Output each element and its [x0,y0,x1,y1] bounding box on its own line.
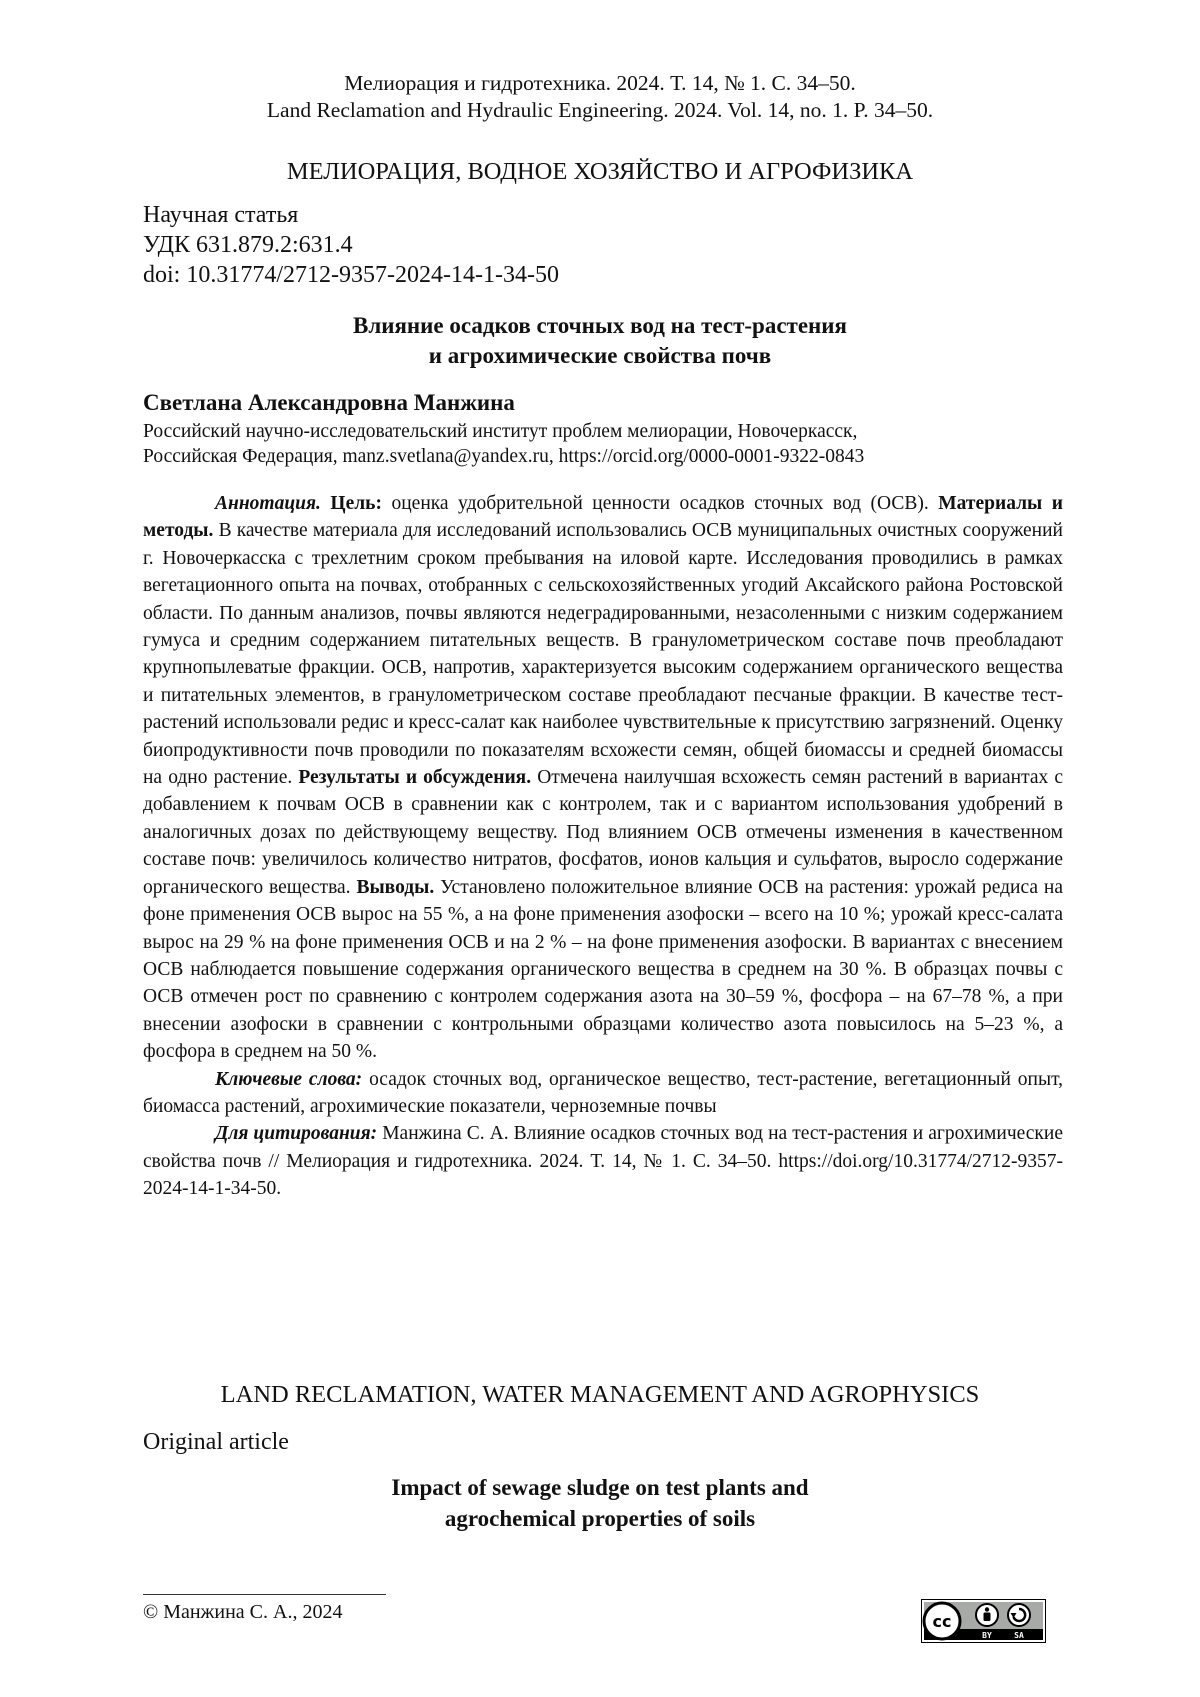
footnote-rule [143,1594,386,1595]
author-name: Светлана Александровна Манжина [143,390,515,415]
methods-label: Материалы и методы. [143,493,1063,542]
section-heading-ru: МЕЛИОРАЦИЯ, ВОДНОЕ ХОЗЯЙСТВО И АГРОФИЗИКА [286,158,914,185]
journal-header [0,70,1200,124]
title-en-line-2: agrochemical properties of soils [444,1506,756,1531]
keywords-paragraph [143,1066,1063,1121]
title-ru-line-1: Влияние осадков сточных вод на тест-растения [352,313,847,338]
conclusions-label: Выводы. [356,876,435,898]
journal-citation-ru: Мелиорация и гидротехника. 2024. Т. 14, № 1. С. 34–50. [344,71,856,95]
results-text: Отмечена наилучшая всхожесть семян растений в вариантах с добавлением к почвам ОСВ в сравнении как с контролем, так и с вариантом использования удобрений в аналогичных дозах по действующему веществу. Под влиянием ОСВ отмечены изменения в качественном составе почв: увеличилось количество нитратов, фосфатов, ионов кальция и сульфатов, выросло содержание органического вещества. [143,767,1063,898]
methods-text: В качестве материала для исследований использовались ОСВ муниципальных очистных сооружений г. Новочеркасска с трехлетним сроком пребывания на иловой карте. Исследования проводились в рамках вегетационного опыта на почвах, отобранных с сельскохозяйственных угодий Аксайского района Ростовской области. По данным анализов, почвы являются недеградированными, незасоленными с низким содержанием гумуса и средним содержанием питательных веществ. В гранулометрическом составе почв преобладают крупнопылеватые фракции. ОСВ, напротив, характеризуется высоким содержанием органического вещества и питательных элементов, в гранулометрическом составе преобладают песчаные фракции. В качестве тест-растений использовали редис и кресс-салат как наиболее чувствительные к присутствию загрязнений. Оценку биопродуктивности почв проводили по показателям всхожести семян, общей биомассы и средней биомассы на одно растение. [143,520,1063,789]
title-en-line-1: Impact of sewage sludge on test plants and [391,1475,809,1500]
keywords-text: осадок сточных вод, органическое вещество, тест-растение, вегетационный опыт, биомасса растений, агрохимические показатели, черноземные почвы [143,1068,1064,1117]
title-ru-line-2: и агрохимические свойства почв [428,343,772,368]
article-title-ru [0,311,1200,371]
journal-citation-en: Land Reclamation and Hydraulic Engineering. 2024. Vol. 14, no. 1. P. 34–50. [266,98,934,122]
goal-label: Цель: [330,493,382,514]
by-label: BY [982,1631,992,1640]
goal-text: оценка удобрительной ценности осадков сточных вод (ОСВ). [382,493,939,514]
citation-label: Для цитирования: [215,1123,378,1145]
conclusions-text: Установлено положительное влияние ОСВ на растения: урожай редиса на фоне применения ОСВ вырос на 55 %, а на фоне применения азофоски – всего на 10 %; урожай кресс-салата вырос на 29 % на фоне применения ОСВ и на 2 % – на фоне применения азофоски. В вариантах с внесением ОСВ наблюдается повышение содержания органического вещества в среднем на 30 %. В образцах почвы с ОСВ отмечен рост по сравнению с контролем содержания азота на 30–59 %, фосфора – на 67–78 %, а при внесении азофоски в сравнении с контрольными образцами количество азота повысилось на 5–23 %, а фосфора в среднем на 50 %. [143,876,1063,1063]
affiliation-line-1: Российский научно-исследовательский институт проблем мелиорации, Новочеркасск, [143,421,858,442]
cc-by-sa-license-badge[interactable] [921,1599,1046,1643]
sa-label: SA [1014,1631,1024,1640]
by-icon-body [984,1613,991,1622]
abstract-label: Аннотация. [215,493,321,514]
copyright-notice: © Манжина С. А., 2024 [143,1601,343,1623]
abstract-paragraph [143,490,1063,1066]
udc-code: УДК 631.879.2:631.4 [143,232,353,258]
doi: doi: 10.31774/2712-9357-2024-14-1-34-50 [143,262,559,288]
keywords-label: Ключевые слова: [215,1068,363,1090]
article-meta [143,200,559,290]
section-heading-en: LAND RECLAMATION, WATER MANAGEMENT AND AGROPHYSICS [220,1381,980,1408]
citation-text: Манжина С. А. Влияние осадков сточных вод на тест-растения и агрохимические свойства почв // Мелиорация и гидротехника. 2024. Т. 14, № 1. С. 34–50. https://doi.org/10.31774/2712-9357-2024-14-1-34-50. [143,1123,1063,1200]
abstract-block [143,490,1063,1203]
cc-icon-text: cc [932,1612,952,1631]
citation-paragraph [143,1120,1063,1202]
article-type: Научная статья [143,202,299,228]
author-affiliation [143,419,1063,469]
affiliation-line-2: Российская Федерация, manz.svetlana@yandex.ru, https://orcid.org/0000-0001-9322-0843 [143,446,865,467]
article-title-en [0,1472,1200,1534]
results-label: Результаты и обсуждения. [298,767,532,789]
article-type-en: Original article [143,1429,289,1455]
sa-sharealike-icon [1008,1604,1030,1626]
by-icon-head [985,1607,989,1611]
